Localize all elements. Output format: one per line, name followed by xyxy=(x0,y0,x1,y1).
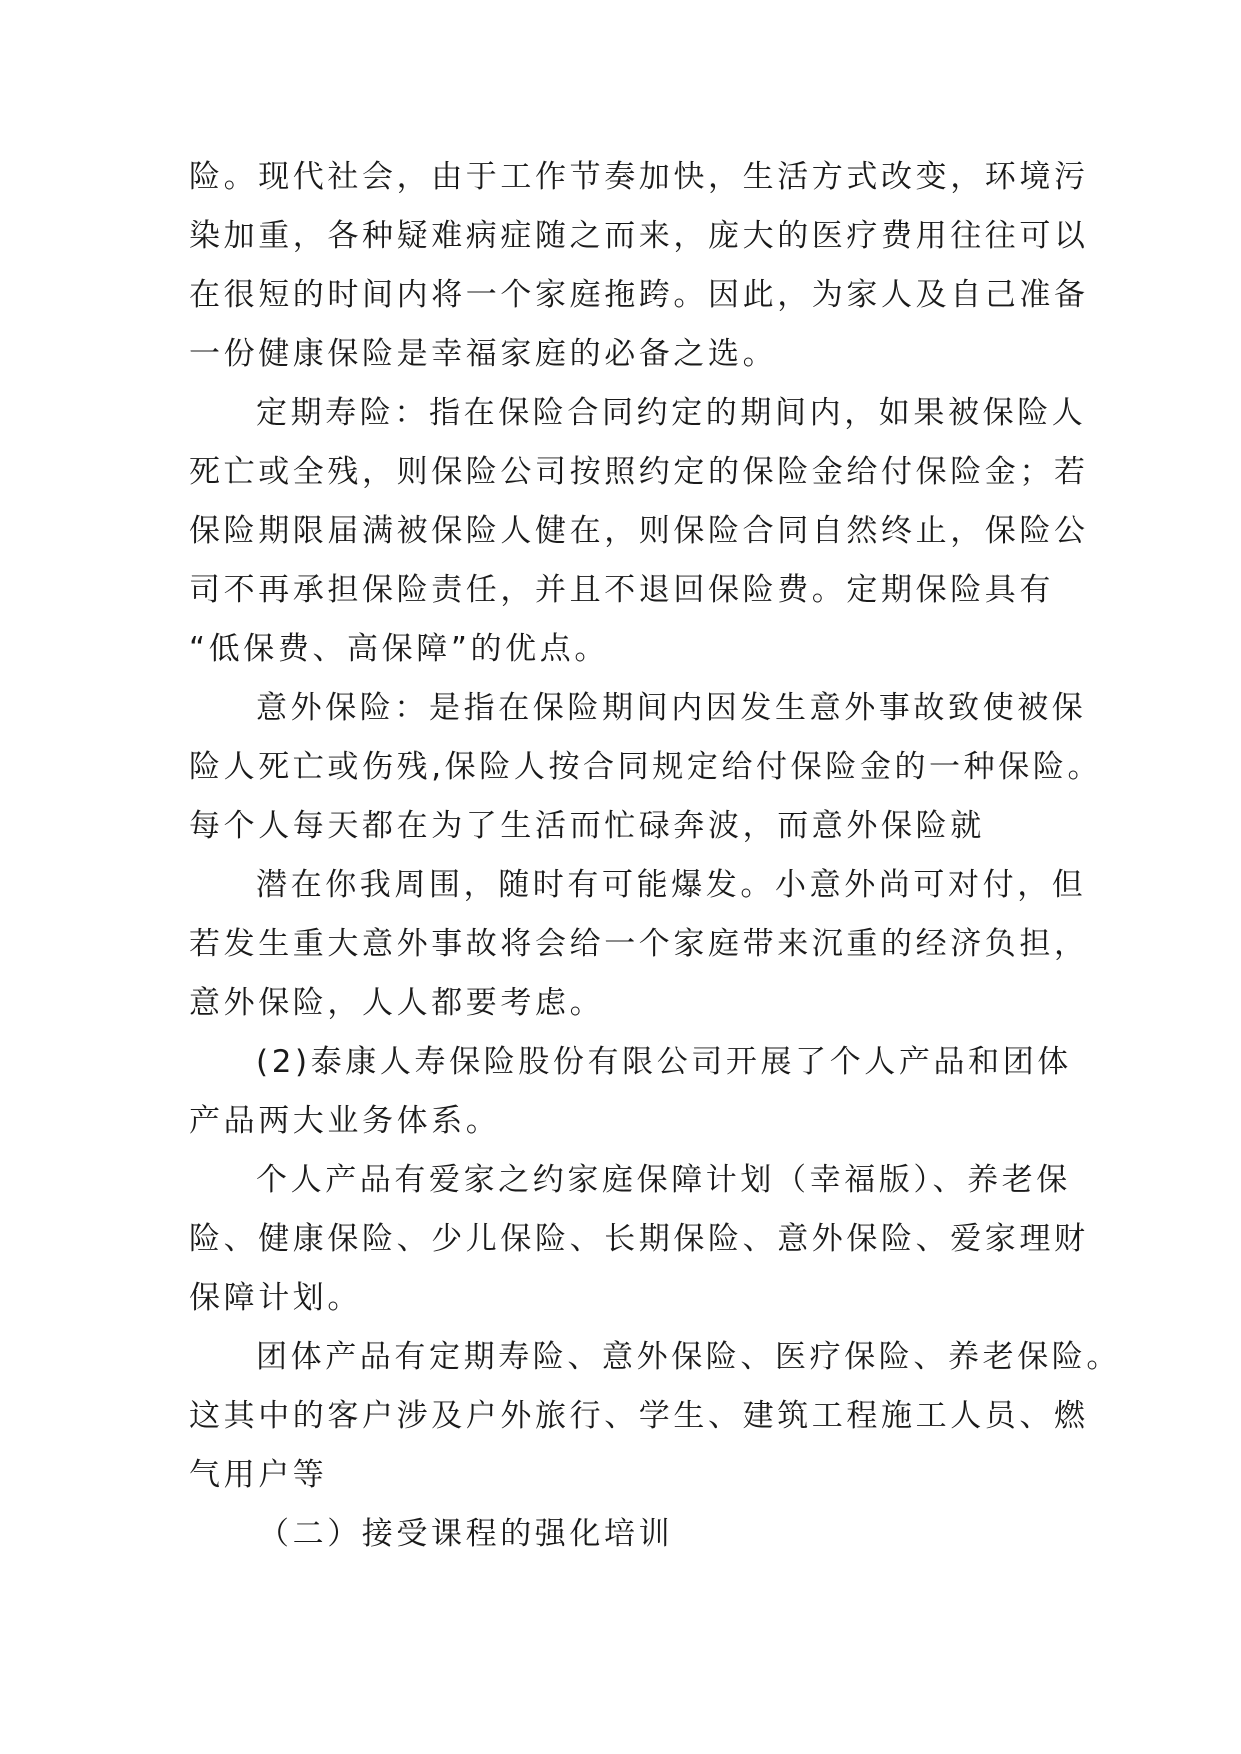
paragraph-line: 气用户等 xyxy=(189,1457,328,1493)
paragraph-line: 每个人每天都在为了生活而忙碌奔波，而意外保险就 xyxy=(189,808,985,844)
paragraph-line: (2)泰康人寿保险股份有限公司开展了个人产品和团体 xyxy=(256,1044,1072,1080)
paragraph-line: 团体产品有定期寿险、意外保险、医疗保险、养老保险。 xyxy=(256,1339,1121,1375)
paragraph-line: 险人死亡或伤残,保险人按合同规定给付保险金的一种保险。 xyxy=(189,749,1103,785)
paragraph-line: “低保费、高保障”的优点。 xyxy=(189,631,609,667)
paragraph-line: 险、健康保险、少儿保险、长期保险、意外保险、爱家理财 xyxy=(189,1221,1089,1257)
paragraph-line: 死亡或全残，则保险公司按照约定的保险金给付保险金；若 xyxy=(189,454,1089,490)
paragraph-line: 意外保险，人人都要考虑。 xyxy=(189,985,605,1021)
paragraph-line: 险。现代社会，由于工作节奏加快，生活方式改变，环境污 xyxy=(189,159,1089,195)
paragraph-line: 若发生重大意外事故将会给一个家庭带来沉重的经济负担， xyxy=(189,926,1089,962)
paragraph-line: 保险期限届满被保险人健在，则保险合同自然终止，保险公 xyxy=(189,513,1089,549)
paragraph-line: 个人产品有爱家之约家庭保障计划（幸福版）、养老保 xyxy=(256,1162,1071,1198)
paragraph-line: 在很短的时间内将一个家庭拖跨。因此，为家人及自己准备 xyxy=(189,277,1089,313)
paragraph-line: 保障计划。 xyxy=(189,1280,362,1316)
paragraph-line: 染加重，各种疑难病症随之而来，庞大的医疗费用往往可以 xyxy=(189,218,1089,254)
paragraph-line: 潜在你我周围，随时有可能爆发。小意外尚可对付，但 xyxy=(256,867,1087,903)
paragraph-line: 司不再承担保险责任，并且不退回保险费。定期保险具有 xyxy=(189,572,1054,608)
paragraph-line: 产品两大业务体系。 xyxy=(189,1103,501,1139)
paragraph-line: 定期寿险：指在保险合同约定的期间内，如果被保险人 xyxy=(256,395,1087,431)
paragraph-line: 一份健康保险是幸福家庭的必备之选。 xyxy=(189,336,778,372)
paragraph-line: 意外保险：是指在保险期间内因发生意外事故致使被保 xyxy=(256,690,1087,726)
section-heading: （二）接受课程的强化培训 xyxy=(258,1516,674,1552)
paragraph-line: 这其中的客户涉及户外旅行、学生、建筑工程施工人员、燃 xyxy=(189,1398,1089,1434)
